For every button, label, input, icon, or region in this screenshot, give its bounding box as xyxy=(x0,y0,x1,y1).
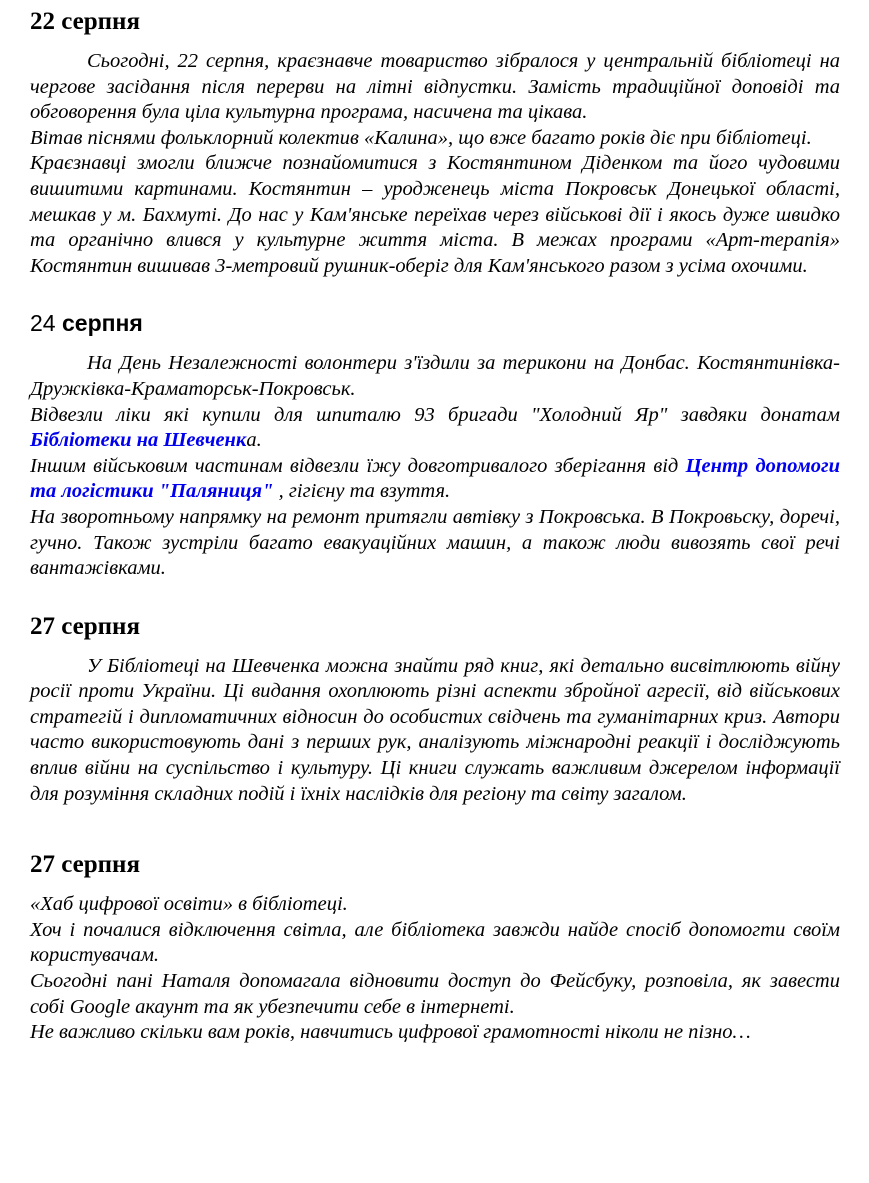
paragraph-text: Вітав піснями фольклорний колектив «Калина», що вже багато років діє при бібліотеці. xyxy=(30,126,812,149)
paragraph-text: , гігієну та взуття. xyxy=(273,480,451,503)
paragraph-text: Відвезли ліки які купили для шпиталю 93 бригади "Холодний Яр" завдяки донатам xyxy=(30,403,840,426)
paragraph xyxy=(30,351,840,402)
entry-22-august xyxy=(30,8,840,279)
entry-24-august xyxy=(30,310,840,581)
paragraph xyxy=(30,454,840,505)
paragraph-text: Сьогодні, 22 серпня, краєзнавче товариство зібралося у центральній бібліотеці на чергове засідання після перерви на літні відпустки. Замість традиційної доповіді та обговорення була ціла культурна програма, насичена та цікава. xyxy=(30,50,840,124)
paragraph xyxy=(30,654,840,808)
paragraph xyxy=(30,126,840,152)
paragraph xyxy=(30,49,840,126)
paragraph-text: Хоч і почалися відключення світла, але бібліотека завжди найде спосіб допомогти своїм користувачам. xyxy=(30,918,840,967)
entry-27-august-books xyxy=(30,613,840,808)
paragraph-text: Не важливо скільки вам років, навчитись цифрової грамотності ніколи не пізно… xyxy=(30,1021,751,1044)
paragraph-text: У Бібліотеці на Шевченка можна знайти ряд книг, які детально висвітлюють війну росії проти України. Ці видання охоплюють різні аспекти збройної агресії, від військових стратегій і дипломатичних відносин до особистих свідчень та гуманітарних криз. Автори часто використовують дані з перших рук, аналізують міжнародні реакції і досліджують вплив війни на суспільство і культуру. Ці книги служать важливим джерелом інформації для розуміння складних подій і їхніх наслідків для регіону та світу загалом. xyxy=(30,654,840,805)
entry-heading-27-august-books: 27 серпня xyxy=(30,612,140,640)
paragraph-text: Іншим військовим частинам відвезли їжу довготривалого зберігання від xyxy=(30,454,686,477)
paragraph-text: Краєзнавці змогли ближче познайомитися з Костянтином Діденком та його чудовими вишитими картинами. Костянтин – уродженець міста Покровськ Донецької області, мешкав у м. Бахмуті. До нас у Кам'янське переїхав через військові дії і якось дуже швидко та органічно влився у культурне життя міста. В межах програми «Арт-терапія» Костянтин вишивав 3-метровий рушник-оберіг для Кам'янського разом з усіма охочими. xyxy=(30,152,840,277)
entry-heading-month: серпня xyxy=(55,310,143,337)
link-centr-dopomohy-palianytsia[interactable]: Центр допомоги та логістики "Паляниця" xyxy=(30,454,840,503)
paragraph xyxy=(30,1020,840,1046)
paragraph-text: Сьогодні пані Наталя допомагала відновити доступ до Фейсбуку, розповіла, як завести собі Google акаунт та як убезпечити себе в інтернеті. xyxy=(30,970,840,1018)
paragraph-text: На зворотньому напрямку на ремонт притягли автівку з Покровська. В Покровьску, доречі, гучно. Також зустріли багато евакуаційних машин, а також люди вивозять свої речі вантажівками. xyxy=(30,505,840,580)
entry-heading-27-august-digital-hub: 27 серпня xyxy=(30,851,140,879)
entry-heading-22-august: 22 серпня xyxy=(30,8,140,35)
paragraph xyxy=(30,403,840,454)
entry-heading-day-number: 24 xyxy=(30,310,56,337)
entry-27-august-digital-hub xyxy=(30,851,840,1046)
entry-heading-24-august xyxy=(30,310,840,337)
paragraph xyxy=(30,969,840,1020)
paragraph xyxy=(30,505,840,582)
paragraph xyxy=(30,918,840,969)
paragraph xyxy=(30,892,840,918)
paragraph-text: На День Незалежності волонтери з'їздили за терикони на Донбас. Костянтинівка-Дружківка-Краматорськ-Покровськ. xyxy=(30,352,840,400)
paragraph xyxy=(30,151,840,279)
link-biblioteka-na-shevchenka[interactable]: Бібліотеки на Шевченк xyxy=(30,429,247,452)
paragraph-text: а. xyxy=(246,429,262,452)
paragraph-text: «Хаб цифрової освіти» в бібліотеці. xyxy=(30,893,348,916)
